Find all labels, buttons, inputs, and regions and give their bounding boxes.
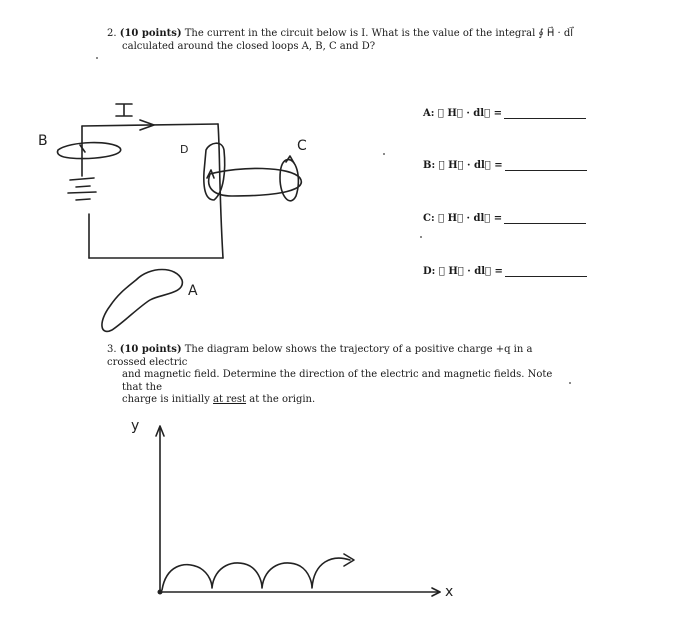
battery-symbol (68, 178, 96, 200)
q3-number: 3. (107, 344, 117, 355)
current-label-strokes (116, 104, 132, 116)
answer-c-label: C: ∮ H⃗ · dl⃗ = (423, 213, 503, 224)
stray-mark (569, 382, 571, 384)
stray-mark (96, 57, 98, 59)
answer-a-label: A: ∮ H⃗ · dl⃗ = (423, 108, 502, 119)
loop-b (58, 143, 121, 159)
trajectory-cycloid (162, 558, 350, 590)
q3-text-line1: The diagram below shows the trajectory of a positive charge +q in a crossed electric (107, 344, 533, 368)
q3-points: (10 points) (119, 344, 182, 355)
y-axis-label: y (131, 418, 140, 434)
answer-d-label: D: ∮ H⃗ · dl⃗ = (423, 266, 503, 277)
q3-at-rest: at rest (213, 394, 247, 405)
q3-text-line3-pre: charge is initially (122, 394, 214, 405)
q2-number: 2. (107, 28, 117, 39)
q3-text-line3 (107, 394, 569, 407)
q3-text-line2: and magnetic field. Determine the direction of the electric and magnetic fields. Note that the (122, 369, 553, 393)
loop-c-label: C (297, 138, 307, 154)
stray-mark (383, 153, 385, 155)
x-axis-label: x (445, 584, 454, 600)
origin-dot (158, 590, 163, 595)
q2-text-line1: The current in the circuit below is I. What is the value of the integral ∮ H⃗ · dl⃗ (184, 28, 574, 39)
q2-text-line2: calculated around the closed loops A, B, C and D? (122, 40, 376, 52)
loop-b-label: B (38, 133, 48, 149)
question-3 (107, 344, 569, 407)
q3-text-line3-post: at the origin. (246, 394, 316, 405)
loop-a (102, 270, 182, 332)
loop-a-label: A (188, 283, 198, 299)
stray-mark (420, 236, 422, 238)
q2-points: (10 points) (119, 28, 182, 39)
loop-d-label: D (180, 143, 189, 156)
answer-b-label: B: ∮ H⃗ · dl⃗ = (423, 160, 503, 171)
loop-c-ring (280, 160, 298, 201)
